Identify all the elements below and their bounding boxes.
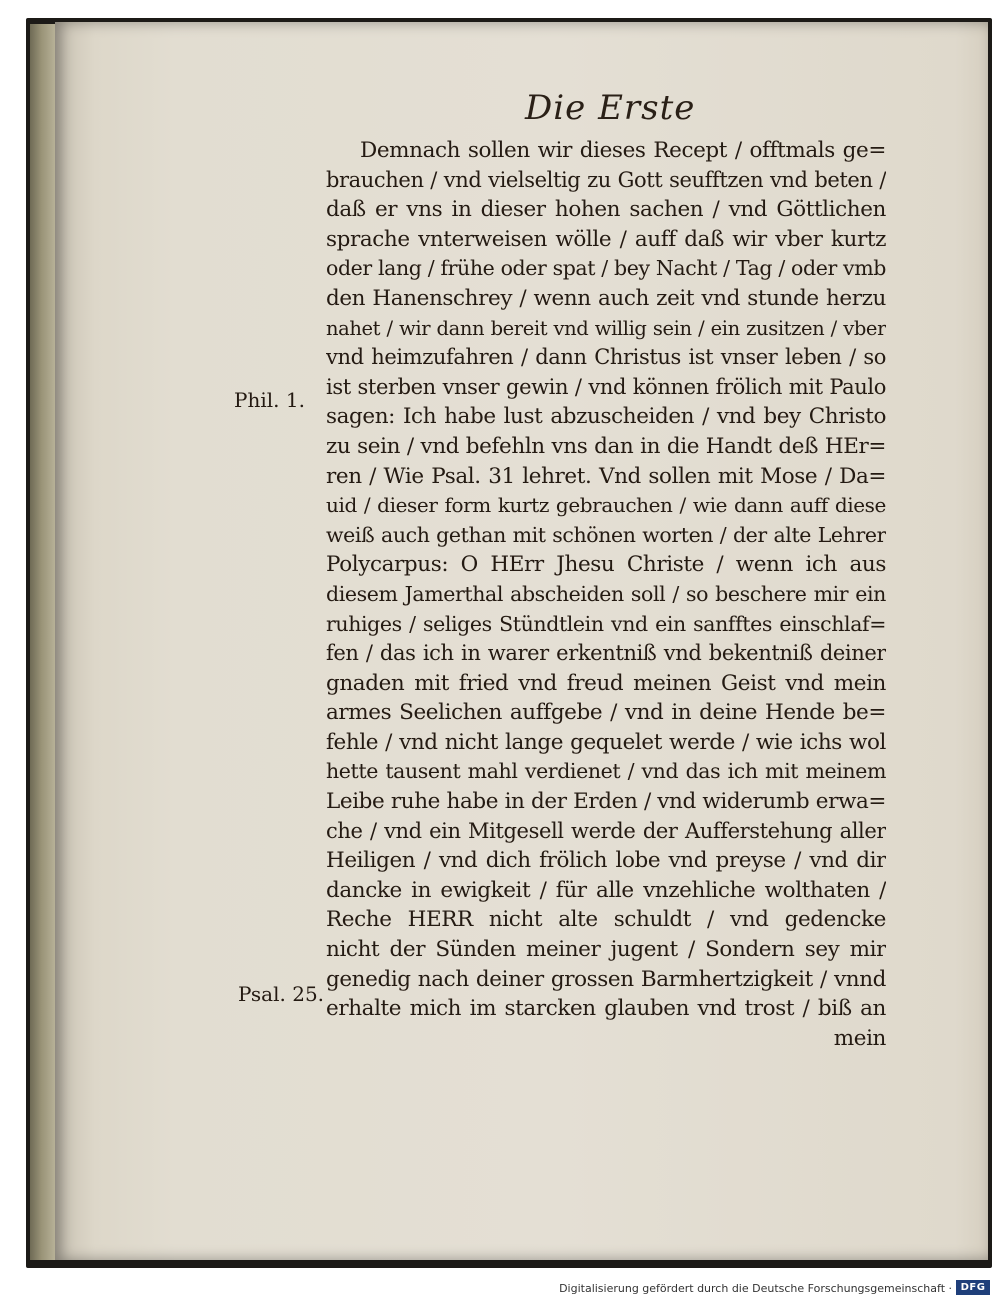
text-line: ren / Wie Psal. 31 lehret. Vnd sollen mit Mose / Da= xyxy=(326,463,886,489)
text-line: brauchen / vnd vielseltig zu Gott seufftzen vnd beten / xyxy=(326,167,886,192)
text-line: vnd heimzufahren / dann Christus ist vnser leben / so xyxy=(326,345,886,370)
funding-credit: Digitalisierung gefördert durch die Deutsche Forschungsgemeinschaft · xyxy=(559,1282,952,1295)
text-line: weiß auch gethan mit schönen worten / der alte Lehrer xyxy=(326,522,886,547)
text-line: fehle / vnd nicht lange gequelet werde / wie ichs wol xyxy=(326,729,886,755)
text-line: zu sein / vnd befehln vns dan in die Handt deß HEr= xyxy=(326,433,886,459)
text-line: armes Seelichen auffgebe / vnd in deine Hende be= xyxy=(326,700,886,726)
text-line: mein xyxy=(833,1025,886,1051)
text-line: dancke in ewigkeit / für alle vnzehliche wolthaten / xyxy=(326,877,886,903)
text-line: ruhiges / seliges Stündtlein vnd ein sanfftes einschlaf= xyxy=(326,611,886,636)
book-spine xyxy=(30,24,56,1260)
text-line: Polycarpus: O HErr Jhesu Christe / wenn ich aus xyxy=(326,552,886,578)
text-line: fen / das ich in warer erkentniß vnd bekentniß deiner xyxy=(326,641,886,666)
text-line: sprache vnterweisen wölle / auff daß wir vber kurtz xyxy=(326,226,886,252)
text-line: gnaden mit fried vnd freud meinen Geist vnd mein xyxy=(326,670,886,696)
body-text xyxy=(326,136,886,1053)
text-line: hette tausent mahl verdienet / vnd das ich mit meinem xyxy=(326,759,886,784)
text-line: sagen: Ich habe lust abzuscheiden / vnd bey Christo xyxy=(326,404,886,430)
text-line: genedig nach deiner grossen Barmhertzigkeit / vnnd xyxy=(326,966,886,992)
text-line: nahet / wir dann bereit vnd willig sein / ein zusitzen / vber xyxy=(326,316,886,340)
text-line: Reche HERR nicht alte schuldt / vnd gedencke xyxy=(326,907,886,933)
text-line: oder lang / frühe oder spat / bey Nacht / Tag / oder vmb xyxy=(326,256,886,281)
text-line: diesem Jamerthal abscheiden soll / so beschere mir ein xyxy=(326,581,886,606)
marginal-note: Psal. 25. xyxy=(238,982,325,1006)
text-line: che / vnd ein Mitgesell werde der Aufferstehung aller xyxy=(326,818,886,843)
text-line: nicht der Sünden meiner jugent / Sondern sey mir xyxy=(326,937,886,963)
dfg-logo: DFG xyxy=(956,1280,990,1295)
text-line: daß er vns in dieser hohen sachen / vnd Göttlichen xyxy=(326,197,886,223)
text-line: Heiligen / vnd dich frölich lobe vnd preyse / vnd dir xyxy=(326,848,886,874)
marginal-note: Phil. 1. xyxy=(234,388,305,412)
running-head: Die Erste xyxy=(525,88,696,128)
text-line: erhalte mich im starcken glauben vnd trost / biß an xyxy=(326,996,886,1022)
text-line: uid / dieser form kurtz gebrauchen / wie dann auff diese xyxy=(326,493,886,518)
text-line: den Hanenschrey / wenn auch zeit vnd stunde herzu xyxy=(326,285,886,311)
text-line: Leibe ruhe habe in der Erden / vnd widerumb erwa= xyxy=(326,789,886,815)
text-line: Demnach sollen wir dieses Recept / offtmals ge= xyxy=(360,138,886,163)
text-line: ist sterben vnser gewin / vnd können frölich mit Paulo xyxy=(326,374,886,399)
